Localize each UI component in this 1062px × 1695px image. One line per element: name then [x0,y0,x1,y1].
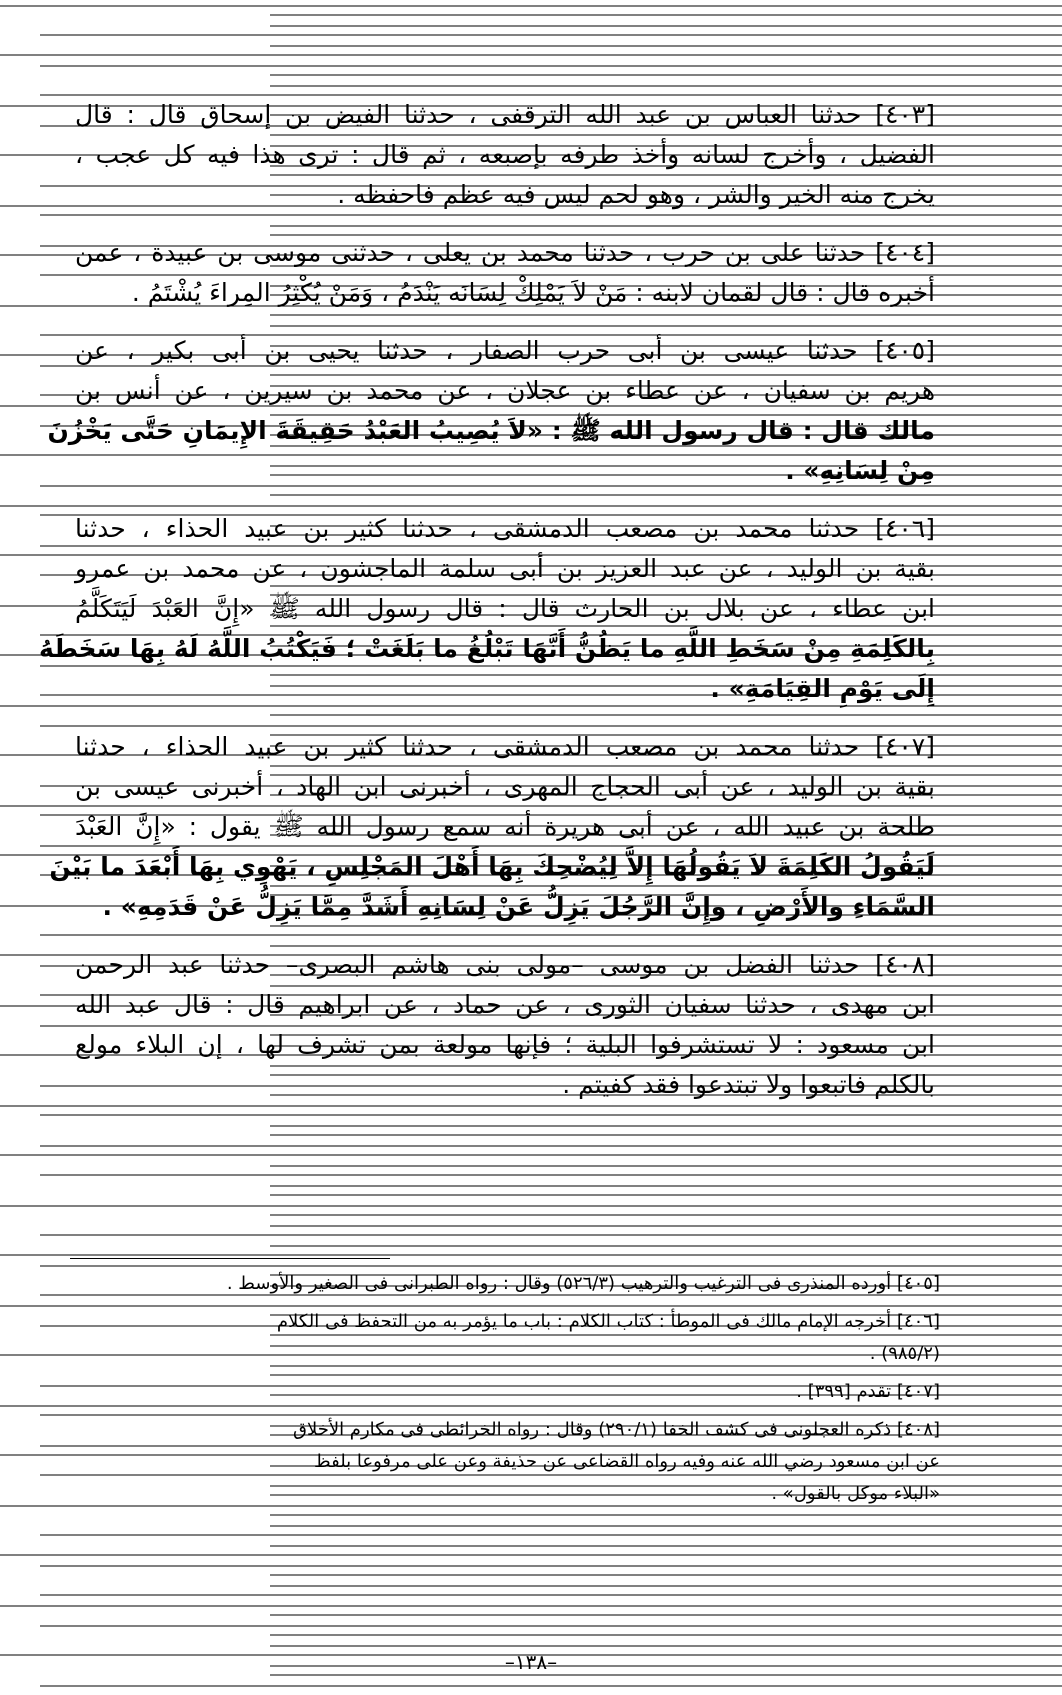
text-line: بقية بن الوليد ، عن أبى الحجاج المهرى ، أخبرنى ابن الهاد ، أخبرنى عيسى بن [75,772,935,801]
footnote-407 [70,1376,940,1408]
line-text: حدثنا الفضل بن موسى –مولى بنى هاشم البصرى– حدثنا عبد الرحمن [75,950,860,979]
text-line: الفضيل ، وأخرج لسانه وأخذ طرفه بإصبعه ، ثم قال : ترى هذا فيه كل عجب ، [75,140,935,169]
text-line [75,233,935,273]
text-line: بالكلم فاتبعوا ولا تبتدعوا فقد كفيتم . [562,1070,935,1099]
line-text: حدثنا محمد بن مصعب الدمشقى ، حدثنا كثير بن عبيد الحذاء ، حدثنا [75,514,860,543]
footnote-text: (٩٨٥/٢) . [869,1343,940,1364]
footnote-text: أخرجه الإمام مالك فى الموطأ : كتاب الكلام : باب ما يؤمر به من التحفظ فى الكلام [276,1311,892,1332]
footnote-number: [٤٠٧] [896,1381,940,1402]
entry-404 [75,233,935,313]
entry-407 [49,727,935,927]
text-line: مالك قال : قال رسول الله ﷺ : «لاَ يُصِيبُ العَبْدُ حَقِيقَةَ الإِيمَانِ حَتَّى يَخْزُنَ [47,416,935,445]
text-line: يخرج منه الخير والشر ، وهو لحم ليس فيه عظم فاحفظه . [337,180,935,209]
footnote-number: [٤٠٦] [896,1311,940,1332]
text-line [75,331,935,371]
text-line [75,95,935,135]
entry-403 [75,95,935,215]
entry-405 [47,331,935,491]
footnote-text: ذكره العجلونى فى كشف الخفا (٢٩٠/١) وقال : رواه الخرائطى فى مكارم الأخلاق [292,1419,892,1440]
text-line [75,509,935,549]
line-text: حدثنا على بن حرب ، حدثنا محمد بن يعلى ، حدثنى موسى بن عبيدة ، عمن [75,238,866,267]
text-line: ابن مسعود : لا تستشرفوا البلية ؛ فإنها مولعة بمن تشرف لها ، إن البلاء مولع [75,1030,935,1059]
footnote-number: [٤٠٥] [896,1273,940,1294]
text-line: طلحة بن عبيد الله ، عن أبى هريرة أنه سمع رسول الله ﷺ يقول : «إِنَّ العَبْدَ [75,812,935,841]
text-line: أخبره قال : قال لقمان لابنه : مَنْ لاَ يَمْلِكْ لِسَانَه يَنْدَمُ ، وَمَنْ يُكْثِرُ المِراءَ يُشْتَمُ . [131,278,935,307]
entry-number: [٤٠٤] [875,238,935,267]
text-line: بِالكَلِمَةِ مِنْ سَخَطِ اللَّهِ ما يَظُنُّ أَنَّهَا تَبْلُغُ ما بَلَغَتْ ؛ فَيَكْتُبُ اللَّهُ لَهُ بِهَا سَخَطَهُ [39,634,935,663]
footnote-text: عن ابن مسعود رضي الله عنه وفيه رواه القضاعى عن حذيفة وعن على مرفوعا بلفظ [314,1451,940,1472]
text-line: السَّمَاءِ والأَرْضِ ، وإِنَّ الرَّجُلَ يَزِلُّ عَنْ لِسَانِهِ أَشَدَّ مِمَّا يَزِلُّ عَنْ قَدَمِهِ» . [102,892,935,921]
entry-number: [٤٠٨] [875,950,935,979]
entry-408 [75,945,935,1105]
footnote-number: [٤٠٨] [896,1419,940,1440]
text-line: لَيَقُولُ الكَلِمَةَ لاَ يَقُولُهَا إِلاَّ لِيُضْحِكَ بِهَا أَهْلَ المَجْلِسِ ، يَهْوِي بِهَا أَبْعَدَ ما بَيْنَ [49,852,935,881]
line-text: حدثنا العباس بن عبد الله الترقفى ، حدثنا الفيض بن إسحاق قال : قال [75,100,862,129]
entry-number: [٤٠٥] [875,336,935,365]
text-line [75,945,935,985]
footnote-text: «البلاء موكل بالقول» . [771,1483,940,1504]
footnotes [70,1268,940,1516]
footnote-text: تقدم [٣٩٩] . [796,1381,892,1402]
entry-number: [٤٠٣] [875,100,936,129]
line-text: حدثنا محمد بن مصعب الدمشقى ، حدثنا كثير بن عبيد الحذاء ، حدثنا [75,732,860,761]
text-line: مِنْ لِسَانِهِ» . [785,456,935,485]
entry-number: [٤٠٦] [875,514,935,543]
footnote-text: أورده المنذرى فى الترغيب والترهيب (٥٢٦/٣) وقال : رواه الطبرانى فى الصغير والأوسط . [226,1273,892,1294]
text-line: بقية بن الوليد ، عن عبد العزيز بن أبى سلمة الماجشون ، عن محمد بن عمرو [75,554,935,583]
footnote-406 [70,1306,940,1370]
entry-406 [39,509,935,709]
main-text [39,95,936,1123]
text-line [75,727,935,767]
text-line: إِلَى يَوْمِ القِيَامَةِ» . [710,674,935,703]
text-line: هريم بن سفيان ، عن عطاء بن عجلان ، عن محمد بن سيرين ، عن أنس بن [75,376,935,405]
footnote-separator [70,1258,390,1259]
footnote-405 [70,1268,940,1300]
footnote-408 [70,1414,940,1510]
entry-number: [٤٠٧] [875,732,935,761]
text-line: ابن مهدى ، حدثنا سفيان الثورى ، عن حماد ، عن ابراهيم قال : قال عبد الله [75,990,935,1019]
text-line: ابن عطاء ، عن بلال بن الحارث قال : قال رسول الله ﷺ «إِنَّ العَبْدَ لَيَتَكَلَّمُ [75,594,935,623]
page-number: –١٣٨– [504,1650,558,1674]
line-text: حدثنا عيسى بن أبى حرب الصفار ، حدثنا يحيى بن أبى بكير ، عن [75,336,858,365]
